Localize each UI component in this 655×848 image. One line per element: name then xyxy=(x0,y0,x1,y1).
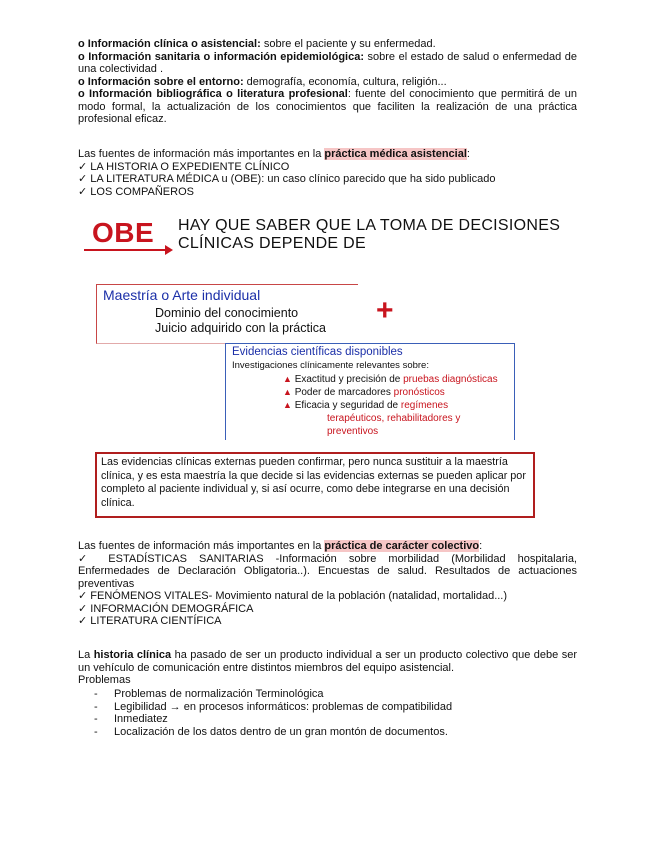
triangle-bullet-icon: ▲ xyxy=(283,374,292,384)
box-maestria-line: Juicio adquirido con la práctica xyxy=(155,321,326,335)
triangle-bullet-icon: ▲ xyxy=(283,400,292,410)
problems-label: Problemas xyxy=(78,674,131,686)
obe-underline xyxy=(84,249,167,251)
arrow-right-icon xyxy=(165,245,173,255)
colectivo-item: ✓ FENÓMENOS VITALES- Movimiento natural de la población (natalidad, mortalidad...) xyxy=(78,590,508,602)
obe-title: OBE xyxy=(92,217,155,248)
historia-clinica-para: La historia clínica ha pasado de ser un producto individual a ser un producto colectivo que debe ser un vehículo de comunicación entre distintos miembros del equipo asistencial. xyxy=(78,649,578,674)
box-maestria-line: Dominio del conocimiento xyxy=(155,306,299,320)
box-evidencias-subtitle: Investigaciones clínicamente relevantes sobre: xyxy=(232,360,429,371)
box-maestria-title: Maestría o Arte individual xyxy=(103,287,261,303)
para-sanitary-info: o Información sanitaria o información epidemiológica: sobre el estado de salud o enfermedad de una colectividad . xyxy=(78,50,577,75)
block1 xyxy=(78,38,577,126)
block-colectivo-sources xyxy=(78,540,577,628)
block-asistencial-sources xyxy=(78,148,577,198)
problem-item: - Problemas de normalización Terminológica xyxy=(94,688,324,700)
colectivo-item: ✓ INFORMACIÓN DEMOGRÁFICA xyxy=(78,602,254,615)
problem-item: - Inmediatez xyxy=(94,713,168,725)
problem-item: - Localización de los datos dentro de un gran montón de documentos. xyxy=(94,725,448,738)
asistencial-item: ✓ LA LITERATURA MÉDICA u (OBE): un caso clínico parecido que ha sido publicado xyxy=(78,173,496,185)
evidence-bullet: ▲ Poder de marcadores pronósticos xyxy=(283,387,445,398)
problem-item: - Legibilidad → en procesos informáticos: problemas de compatibilidad xyxy=(94,700,453,713)
problems-list xyxy=(94,688,564,738)
triangle-bullet-icon: ▲ xyxy=(283,387,292,397)
asistencial-intro: Las fuentes de información más importantes en la práctica médica asistencial: xyxy=(78,148,470,160)
evidence-bullet: ▲ Eficacia y seguridad de regímenes xyxy=(283,400,449,411)
clinical-evidence-note-text: Las evidencias clínicas externas pueden confirmar, pero nunca sustituir a la maestría clínica, y es esta maestría la que decide si las evidencias externas se pueden aplicar por completo al paciente individual y, si así ocurre, como debe integrarse en una decisión clínica. xyxy=(101,456,526,509)
colectivo-item: ✓ ESTADÍSTICAS SANITARIAS -Información sobre morbilidad (Morbilidad hospitalaria, Enfermedades de Declaración Obligatoria..). Encuestas de salud. Resultados de actuaciones preventivas xyxy=(78,552,577,590)
asistencial-item: ✓ LA HISTORIA O EXPEDIENTE CLÍNICO xyxy=(78,160,290,173)
evidence-bullet-cont: terapéuticos, rehabilitadores y xyxy=(327,413,461,424)
plus-icon: + xyxy=(376,294,394,327)
colectivo-item: ✓ LITERATURA CIENTÍFICA xyxy=(78,615,222,627)
para-bibliographic-info: o Información bibliográfica o literatura profesional: fuente del conocimiento que permitirá de un modo formal, la actualización de los conocimientos que faciliten la realización de una práctica profesional eficaz. xyxy=(78,88,577,125)
box-evidencias-title: Evidencias científicas disponibles xyxy=(232,346,403,358)
para-environment-info: o Información sobre el entorno: demografía, economía, cultura, religión... xyxy=(78,75,447,88)
evidence-bullet-cont: preventivos xyxy=(327,426,379,437)
evidence-bullet: ▲ Exactitud y precisión de pruebas diagnósticas xyxy=(283,374,498,385)
para-clinical-info: o Información clínica o asistencial: sobre el paciente y su enfermedad. xyxy=(78,38,436,50)
block-historia-clinica xyxy=(78,649,577,687)
colectivo-intro: Las fuentes de información más importantes en la práctica de carácter colectivo: xyxy=(78,540,483,552)
figure-headline: HAY QUE SABER QUE LA TOMA DE DECISIONES CLÍNICAS DEPENDE DE xyxy=(178,217,561,252)
asistencial-item: ✓ LOS COMPAÑEROS xyxy=(78,185,194,198)
